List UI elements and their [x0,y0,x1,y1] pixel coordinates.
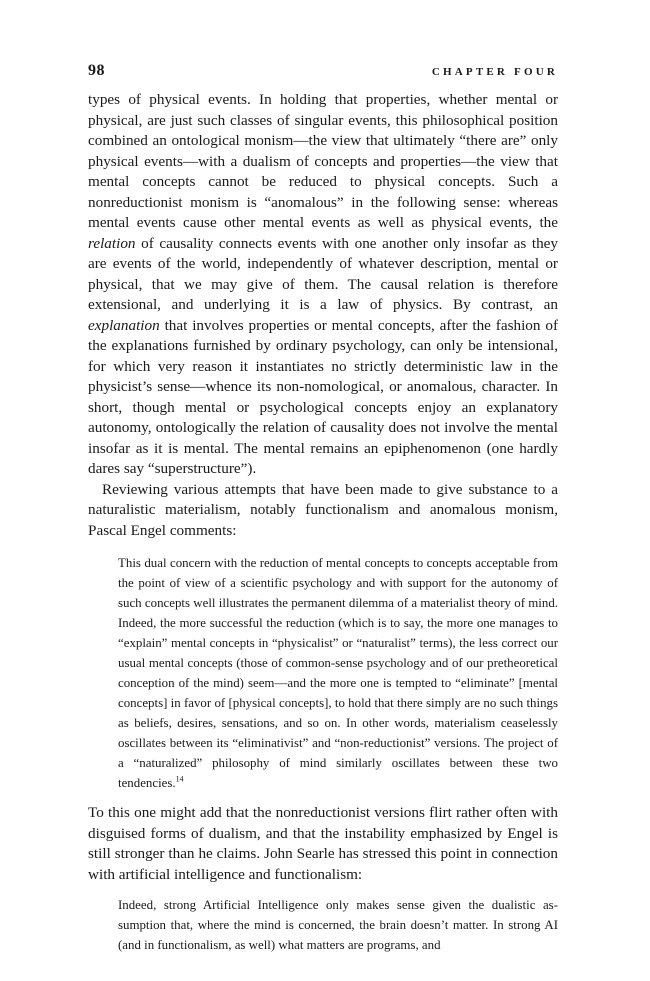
block-quote-searle: Indeed, strong Artificial Intelligence only makes sense given the dualistic assumption that, where the mind is concerned, the brain doesn’t matter. In strong AI (and in functionalism, as well) what matters are programs, and [118,898,558,952]
quote-text: This dual concern with the reduction of mental concepts to concepts acceptable from the point of view of a scientific psychology and with support for the autonomy of such concepts well illustrates the permanent dilemma of a materialist theory of mind. Indeed, the more successful the reduction (which is to say, the more one manages to “explain” mental concepts in “physicalist” or “naturalist” terms), the less correct our usual mental concepts (those of common-sense psychology and of our pretheoretical conception of the mind) seem—and the more one is tempted to “eliminate” [mental concepts] in favor of [physical concepts], to hold that there simply are no such things as beliefs, desires, sensations, and so on. In other words, materialism ceaselessly oscillates between its “eliminativist” and “non-reductionist” versions. The project of a “naturalized” philosophy of mind similarly oscillates between these two tendencies. [118,556,558,790]
italic-term-relation: relation [88,234,136,252]
paragraph-text: types of physical events. In holding that properties, whether mental or physical, are just such classes of singular events, this philosophical position combined an ontological monism—the view that ultimately “there are” only physical events—with a dualism of concepts and properties—the view that mental concepts cannot be reduced to physical concepts. Such a nonreductionist monism is “anomalous” in the following sense: whereas mental events cause other mental events as well as physical events, the [88,91,558,231]
page-number: 98 [88,62,105,79]
book-page [88,62,558,955]
footnote-marker[interactable]: 14 [175,774,184,784]
paragraph-anomalous-monism [88,90,558,480]
paragraph-engel-intro: Reviewing various attempts that have been made to give substance to a naturalistic materialism, notably functionalism and anomalous monism, Pascal Engel comments: [88,480,558,539]
chapter-title: CHAPTER FOUR [431,66,558,78]
paragraph-text: of causality connects events with one another only insofar as they are events of the world, independently of whatever description, mental or physical, that we may give of them. The causal relation is therefore extensional, and underlying it is a law of physics. By contrast, an [88,234,558,313]
running-head [88,62,558,90]
italic-term-explanation: explanation [88,316,160,334]
paragraph-text: that involves properties or mental concepts, after the fashion of the explanations furnished by ordinary psychology, can only be intensional, for which very reason it instantiates no strictly deterministic law in the physicist’s sense—whence its non-nomological, or anomalous, character. In short, though mental or psychological concepts enjoy an explanatory autonomy, ontologically the relation of causality does not involve the mental insofar as it is mental. The mental remains an epiphenomenon (one hardly dares say “superstructure”). [88,316,558,477]
block-quote-engel [118,553,558,793]
paragraph-searle-intro: To this one might add that the nonreductionist versions flirt rather often with disguised forms of dualism, and that the instability emphasized by Engel is still stronger than he claims. John Searle has stressed this point in connection with artificial intelligence and functionalism: [88,804,558,883]
